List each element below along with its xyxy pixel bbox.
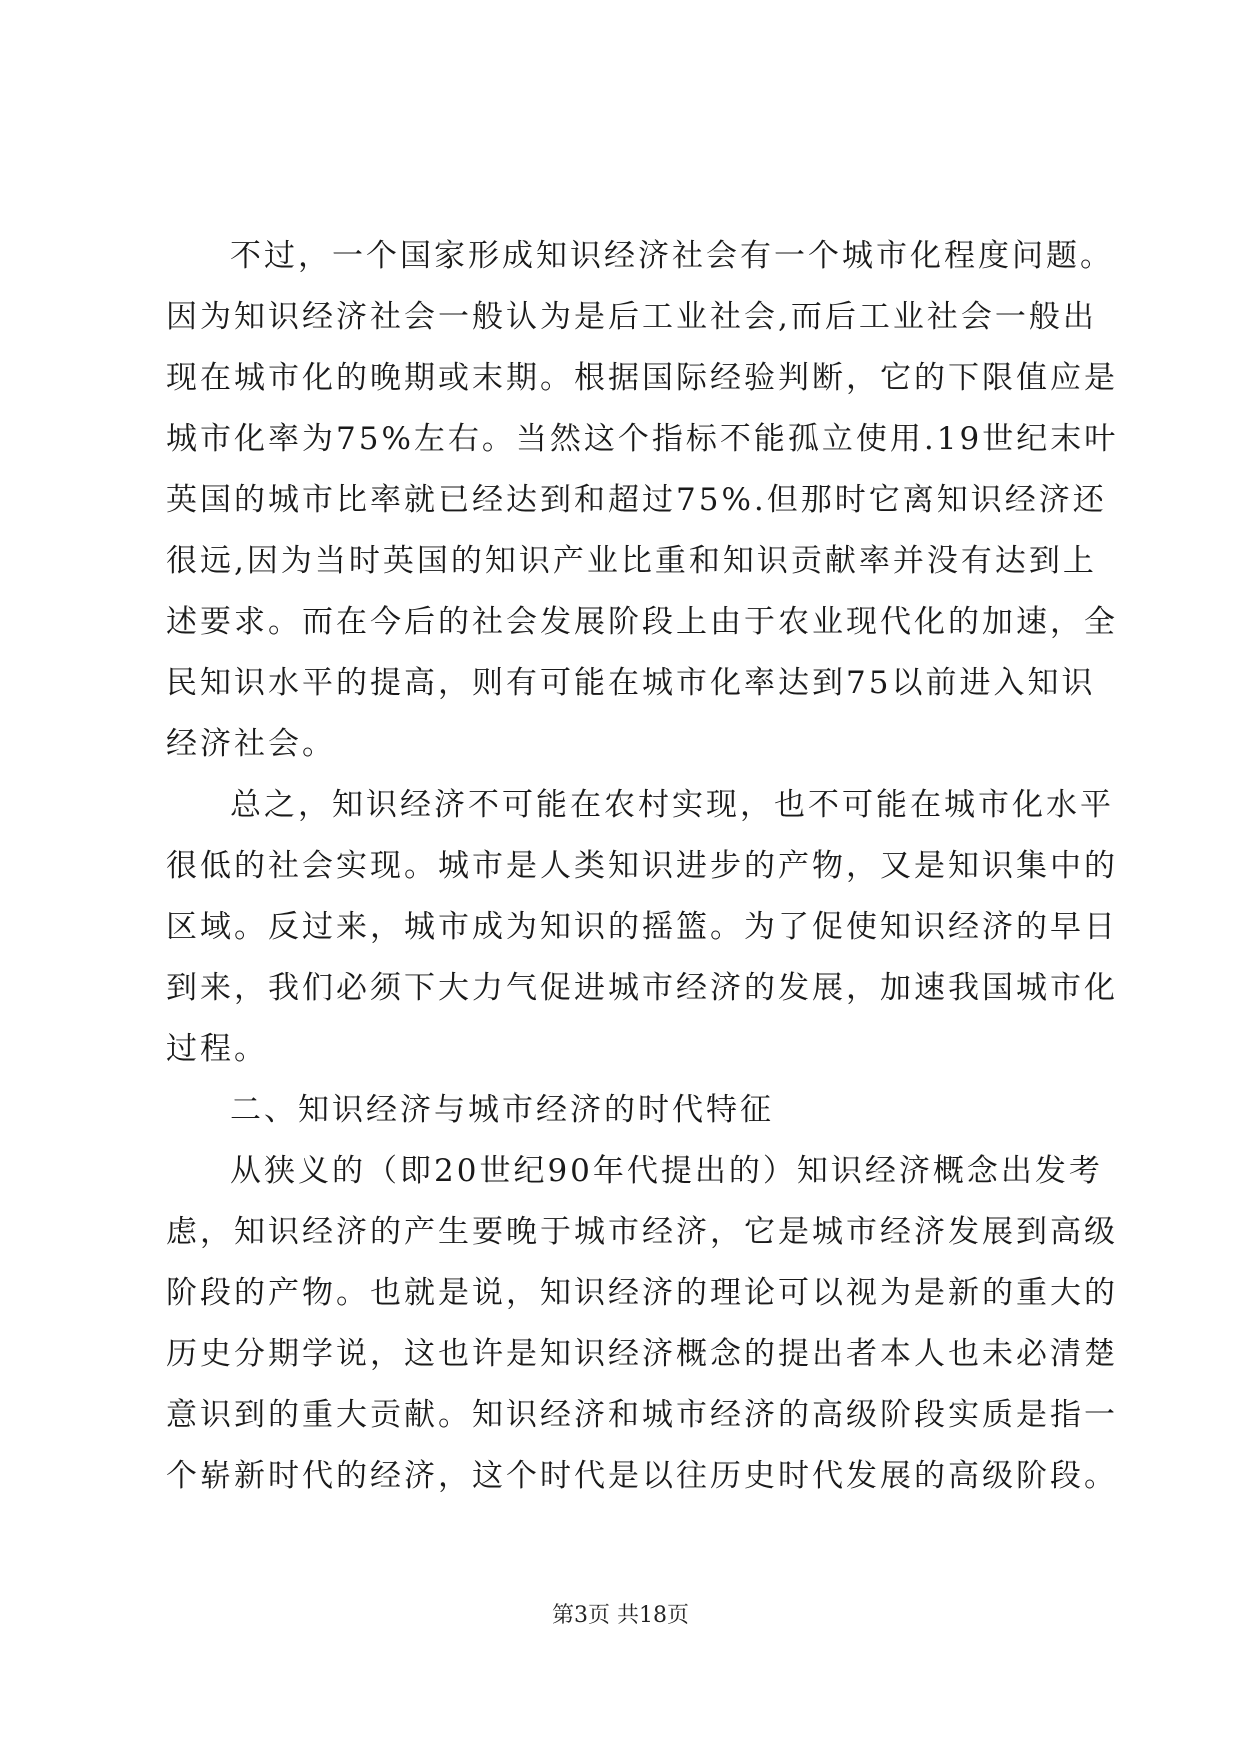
text-line: 经济社会。 [166, 726, 336, 762]
text-line: 过程。 [166, 1031, 268, 1067]
text-line: 很低的社会实现。城市是人类知识进步的产物，又是知识集中的 [166, 848, 1118, 884]
text-line: 英国的城市比率就已经达到和超过75%.但那时它离知识经济还 [166, 482, 1107, 518]
text-line: 到来，我们必须下大力气促进城市经济的发展，加速我国城市化 [166, 970, 1118, 1006]
text-line: 现在城市化的晚期或末期。根据国际经验判断，它的下限值应是 [166, 360, 1118, 396]
text-line: 从狭义的（即20世纪90年代提出的）知识经济概念出发考 [230, 1153, 1103, 1189]
text-line: 城市化率为75%左右。当然这个指标不能孤立使用.19世纪末叶 [166, 421, 1119, 457]
text-line: 不过，一个国家形成知识经济社会有一个城市化程度问题。 [230, 238, 1114, 274]
text-line: 很远,因为当时英国的知识产业比重和知识贡献率并没有达到上 [166, 543, 1097, 579]
text-line: 因为知识经济社会一般认为是后工业社会,而后工业社会一般出 [166, 299, 1097, 335]
text-line: 个崭新时代的经济，这个时代是以往历史时代发展的高级阶段。 [166, 1458, 1118, 1494]
section-heading: 二、知识经济与城市经济的时代特征 [230, 1092, 774, 1128]
text-line: 虑，知识经济的产生要晚于城市经济，它是城市经济发展到高级 [166, 1214, 1118, 1250]
document-body [166, 226, 1119, 1507]
text-line: 总之，知识经济不可能在农村实现，也不可能在城市化水平 [230, 787, 1114, 823]
text-line: 历史分期学说，这也许是知识经济概念的提出者本人也未必清楚 [166, 1336, 1118, 1372]
text-line: 意识到的重大贡献。知识经济和城市经济的高级阶段实质是指一 [166, 1397, 1118, 1433]
text-line: 阶段的产物。也就是说，知识经济的理论可以视为是新的重大的 [166, 1275, 1118, 1311]
page-number-footer: 第3页 共18页 [552, 1603, 689, 1628]
text-line: 民知识水平的提高，则有可能在城市化率达到75以前进入知识 [166, 665, 1096, 701]
text-line: 区域。反过来，城市成为知识的摇篮。为了促使知识经济的早日 [166, 909, 1118, 945]
text-line: 述要求。而在今后的社会发展阶段上由于农业现代化的加速，全 [166, 604, 1118, 640]
